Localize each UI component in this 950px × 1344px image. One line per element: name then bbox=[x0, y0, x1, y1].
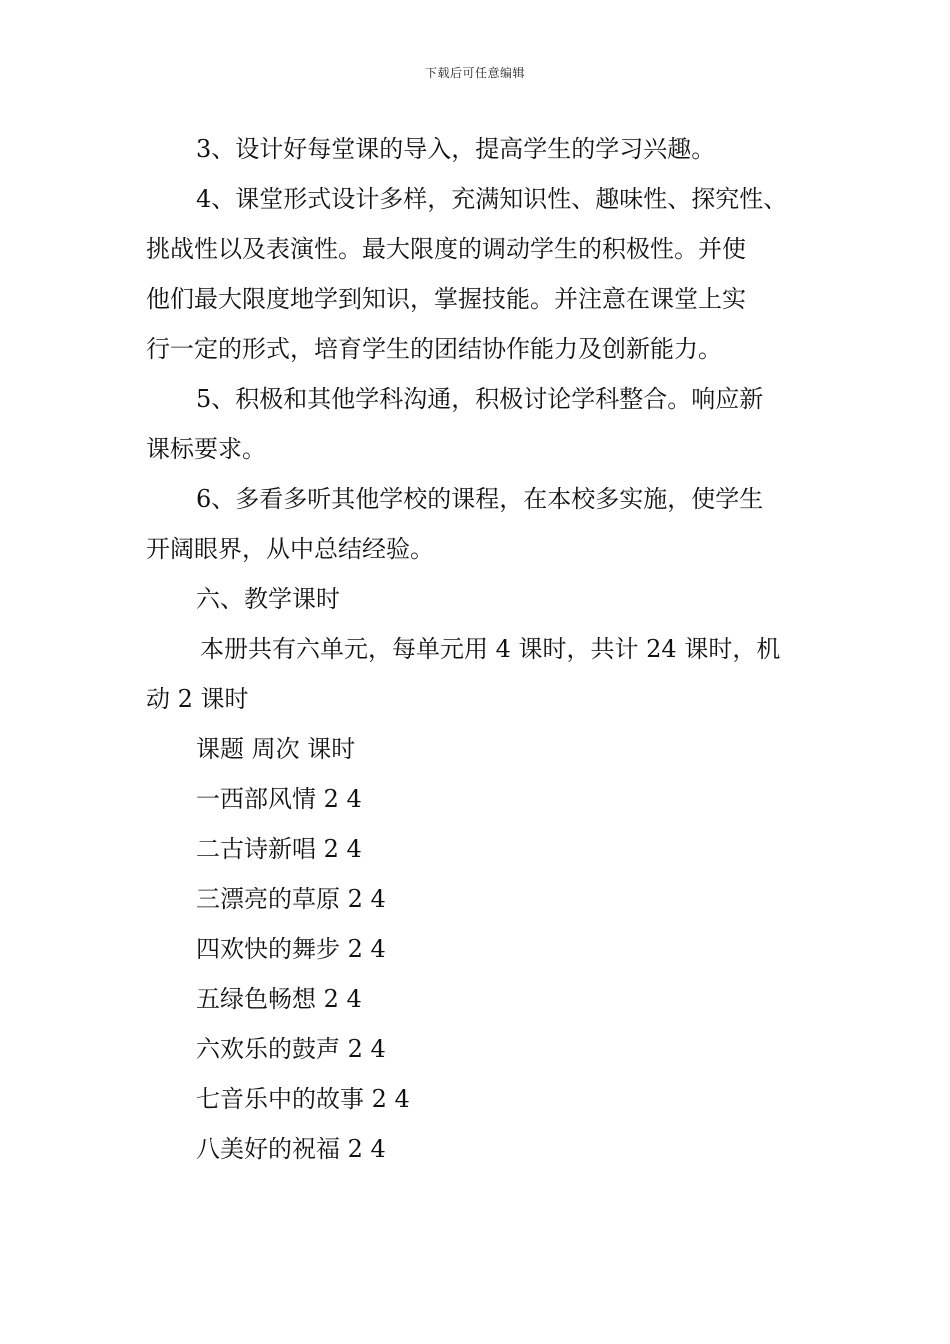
paragraph-line: 行一定的形式，培育学生的团结协作能力及创新能力。 bbox=[146, 335, 722, 363]
table-row: 七音乐中的故事 2 4 bbox=[196, 1085, 410, 1113]
table-row: 三漂亮的草原 2 4 bbox=[196, 885, 386, 913]
table-header-line: 课题 周次 课时 bbox=[196, 735, 356, 763]
paragraph-line: 本册共有六单元，每单元用 4 课时，共计 24 课时，机 bbox=[200, 635, 781, 663]
paragraph-line: 挑战性以及表演性。最大限度的调动学生的积极性。并使 bbox=[146, 235, 746, 263]
section-heading: 六、教学课时 bbox=[196, 585, 340, 613]
paragraph-line: 5、积极和其他学科沟通，积极讨论学科整合。响应新 bbox=[196, 385, 764, 413]
paragraph-line: 课标要求。 bbox=[146, 435, 266, 463]
paragraph-line: 他们最大限度地学到知识，掌握技能。并注意在课堂上实 bbox=[146, 285, 746, 313]
paragraph-line: 4、课堂形式设计多样，充满知识性、趣味性、探究性、 bbox=[196, 185, 788, 213]
paragraph-line: 开阔眼界，从中总结经验。 bbox=[146, 535, 434, 563]
table-row: 六欢乐的鼓声 2 4 bbox=[196, 1035, 386, 1063]
table-row: 八美好的祝福 2 4 bbox=[196, 1135, 386, 1163]
table-row: 五绿色畅想 2 4 bbox=[196, 985, 362, 1013]
table-row: 四欢快的舞步 2 4 bbox=[196, 935, 386, 963]
paragraph-line: 6、多看多听其他学校的课程，在本校多实施，使学生 bbox=[196, 485, 764, 513]
table-row: 二古诗新唱 2 4 bbox=[196, 835, 362, 863]
paragraph-line: 3、设计好每堂课的导入，提高学生的学习兴趣。 bbox=[196, 135, 716, 163]
paragraph-line: 动 2 课时 bbox=[146, 685, 249, 713]
table-row: 一西部风情 2 4 bbox=[196, 785, 362, 813]
page-header: 下载后可任意编辑 bbox=[424, 66, 525, 80]
document-body bbox=[146, 124, 836, 1174]
